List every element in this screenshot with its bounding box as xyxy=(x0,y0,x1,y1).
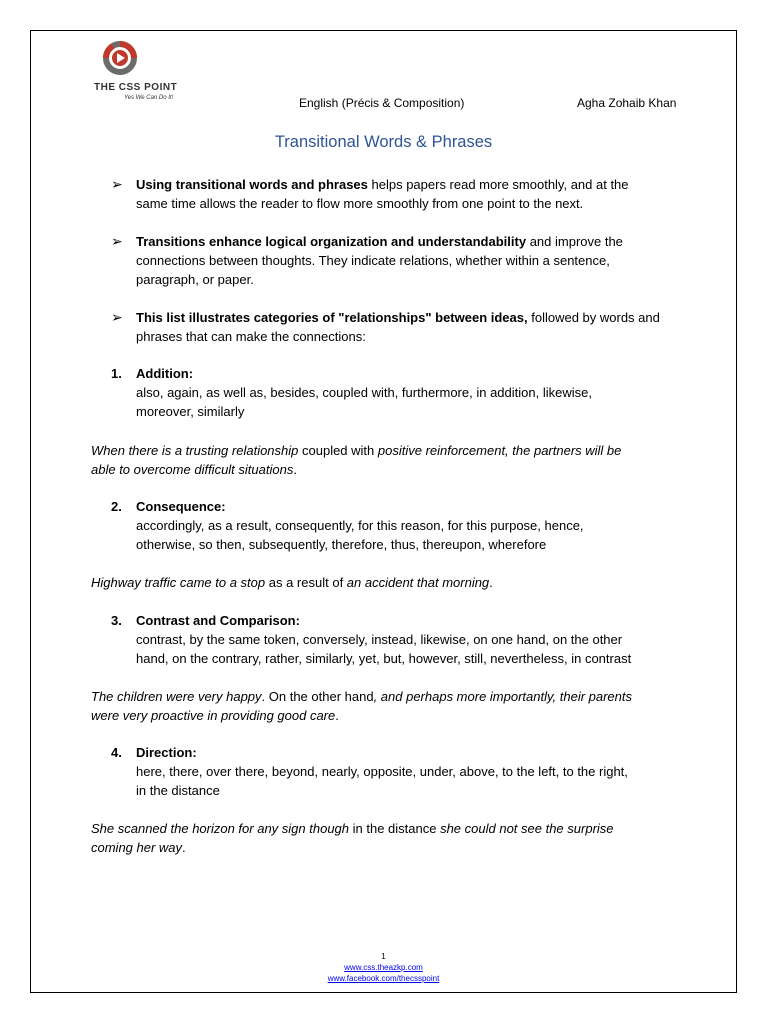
header-subject: English (Précis & Composition) xyxy=(299,96,465,110)
section-2-words-line-2: otherwise, so then, subsequently, therefore, thus, thereupon, wherefore xyxy=(136,537,547,552)
section-2-words-line-1: accordingly, as a result, consequently, for this reason, for this purpose, hence, xyxy=(136,518,584,533)
section-1-example-line-1: When there is a trusting relationship coupled with positive reinforcement, the partners will be xyxy=(91,443,622,458)
section-3-example-line-1: The children were very happy. On the other hand, and perhaps more importantly, their parents xyxy=(91,689,633,704)
section-2-number: 2. xyxy=(111,499,122,514)
bullet-1-line-1: Using transitional words and phrases helps papers read more smoothly, and at the xyxy=(136,177,629,192)
logo-emblem-icon xyxy=(99,39,141,77)
section-1-example-line-2: able to overcome difficult situations. xyxy=(91,462,297,477)
header-author: Agha Zohaib Khan xyxy=(577,96,677,110)
section-4-example-line-2: coming her way. xyxy=(91,840,186,855)
section-4-example-line-1: She scanned the horizon for any sign though in the distance she could not see the surprise xyxy=(91,821,614,836)
section-1-words-line-1: also, again, as well as, besides, coupled with, furthermore, in addition, likewise, xyxy=(136,385,592,400)
section-1-heading: Addition: xyxy=(136,366,194,381)
page-number: 1 xyxy=(381,952,386,961)
page-title: Transitional Words & Phrases xyxy=(274,133,493,151)
bullet-3-line-1: This list illustrates categories of "relationships" between ideas, followed by words and xyxy=(136,310,660,325)
section-3-example-line-2: were very proactive in providing good care. xyxy=(91,708,339,723)
section-3-number: 3. xyxy=(111,613,122,628)
section-4-heading: Direction: xyxy=(136,745,197,760)
logo-tagline: Yes We Can Do It! xyxy=(124,95,174,101)
section-4-words-line-1: here, there, over there, beyond, nearly, opposite, under, above, to the left, to the right, xyxy=(136,764,628,779)
footer-link-facebook-row xyxy=(31,973,736,984)
section-3-words-line-1: contrast, by the same token, conversely, instead, likewise, on one hand, on the other xyxy=(136,632,623,647)
footer-link-website[interactable]: www.css.theazkp.com xyxy=(344,963,423,972)
footer-link-facebook[interactable]: www.facebook.com/thecsspoint xyxy=(327,974,440,983)
section-1-number: 1. xyxy=(111,366,122,381)
bullet-3-line-2: phrases that can make the connections: xyxy=(136,329,366,344)
document-page xyxy=(30,30,737,993)
section-4-number: 4. xyxy=(111,745,122,760)
bullet-arrow-icon: ➢ xyxy=(111,176,123,192)
bullet-2-line-3: paragraph, or paper. xyxy=(136,272,254,287)
section-3-heading: Contrast and Comparison: xyxy=(136,613,300,628)
bullet-arrow-icon: ➢ xyxy=(111,309,123,325)
section-1-words-line-2: moreover, similarly xyxy=(136,404,245,419)
section-2-example-line-1: Highway traffic came to a stop as a result of an accident that morning. xyxy=(91,575,493,590)
bullet-arrow-icon: ➢ xyxy=(111,233,123,249)
logo-name: THE CSS POINT xyxy=(94,82,178,93)
section-2-heading: Consequence: xyxy=(136,499,226,514)
bullet-2-line-2: connections between thoughts. They indicate relations, whether within a sentence, xyxy=(136,253,610,268)
bullet-1-line-2: same time allows the reader to flow more smoothly from one point to the next. xyxy=(136,196,584,211)
bullet-2-line-1: Transitions enhance logical organization and understandability and improve the xyxy=(136,234,623,249)
section-3-words-line-2: hand, on the contrary, rather, similarly, yet, but, however, still, nevertheless, in contrast xyxy=(136,651,632,666)
footer-link-website-row xyxy=(31,962,736,973)
section-4-words-line-2: in the distance xyxy=(136,783,220,798)
css-point-logo xyxy=(94,39,204,103)
